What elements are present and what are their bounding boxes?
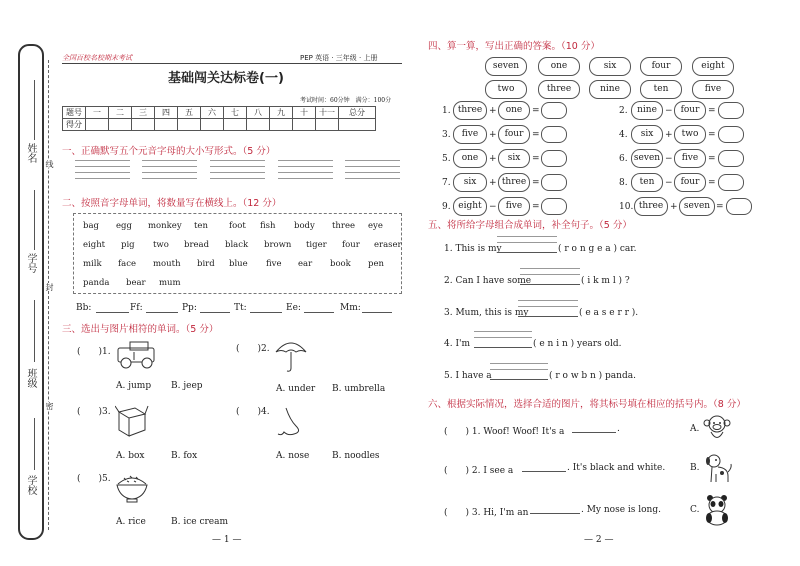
section-1-title: 一、正确默写五个元音字母的大小写形式。（5 分）	[62, 146, 276, 157]
score-input[interactable]	[316, 119, 339, 131]
score-input[interactable]	[155, 119, 178, 131]
section-2-title: 二、按照音字母单词，将数量写在横线上。（12 分）	[62, 198, 282, 209]
jeep-picture	[114, 340, 160, 370]
score-input[interactable]	[224, 119, 247, 131]
section-3-title: 三、选出与图片相符的单词。（5 分）	[62, 324, 219, 335]
seal-xian: 线	[45, 160, 54, 168]
item-paren[interactable]: ( )1.	[77, 347, 111, 357]
question-text[interactable]: ( ) 2. I see a	[444, 466, 514, 476]
blank-label: Bb:	[76, 303, 92, 313]
score-input[interactable]	[109, 119, 132, 131]
score-cell: 三	[132, 107, 155, 119]
class-line	[34, 300, 35, 362]
name-label: 姓名	[25, 143, 36, 163]
problem-number: 1.	[442, 106, 451, 116]
bank-word: eight	[692, 57, 734, 76]
score-cell: 六	[201, 107, 224, 119]
operator: −	[489, 202, 497, 212]
writing-line[interactable]	[520, 274, 580, 275]
sentence-end: ( i k m l ) ?	[581, 276, 630, 286]
score-input[interactable]	[132, 119, 155, 131]
equals: =	[716, 202, 724, 212]
word: bear	[126, 278, 146, 288]
blank-label: Pp:	[182, 303, 197, 313]
binding-line	[48, 60, 49, 530]
score-input[interactable]	[293, 119, 316, 131]
blank-line[interactable]	[250, 312, 282, 313]
writing-line[interactable]	[520, 268, 580, 269]
operand: nine	[631, 101, 663, 120]
answer-blank[interactable]	[522, 471, 566, 472]
word: ten	[194, 221, 208, 231]
operand: seven	[679, 197, 715, 216]
option-b: B. noodles	[332, 451, 380, 461]
sentence-end: ( r o w b n ) panda.	[549, 371, 636, 381]
word: bag	[83, 221, 99, 231]
score-input[interactable]	[247, 119, 270, 131]
section-4-title: 四、算一算，写出正确的答案。（10 分）	[428, 41, 600, 52]
answer-cloud[interactable]	[726, 198, 752, 215]
sentence-end: ( e a s e r r ).	[579, 308, 639, 318]
score-input[interactable]	[86, 119, 109, 131]
bank-word: ten	[640, 80, 682, 99]
score-input[interactable]	[270, 119, 293, 131]
option-a: A. box	[116, 451, 145, 461]
score-input[interactable]	[339, 119, 376, 131]
nose-picture	[276, 406, 308, 440]
operand: two	[674, 125, 706, 144]
blank-label: Ee:	[286, 303, 301, 313]
answer-blank[interactable]	[520, 284, 580, 285]
equals: =	[532, 202, 540, 212]
equals: =	[532, 106, 540, 116]
word: monkey	[148, 221, 182, 231]
answer-blank[interactable]	[518, 316, 578, 317]
item-paren[interactable]: ( )2.	[236, 344, 270, 354]
operand: six	[453, 173, 487, 192]
operand: six	[498, 149, 530, 168]
blank-label: Tt:	[234, 303, 247, 313]
writing-line[interactable]	[490, 369, 548, 370]
option-b: B. ice cream	[171, 517, 229, 527]
word: eraser	[374, 240, 402, 250]
operand: one	[498, 101, 530, 120]
header-rule	[62, 63, 402, 64]
writing-line[interactable]	[490, 363, 548, 364]
word: egg	[116, 221, 132, 231]
monkey-picture	[702, 413, 732, 443]
seal-feng: 封	[45, 283, 54, 291]
operand: six	[631, 125, 663, 144]
word: milk	[83, 259, 102, 269]
score-cell: 十一	[316, 107, 339, 119]
problem-number: 5.	[442, 154, 451, 164]
operand: four	[674, 101, 706, 120]
section-6-title: 六、根据实际情况，选择合适的图片，将其标号填在相应的括号内。（8 分）	[428, 399, 746, 410]
operand: eight	[453, 197, 487, 216]
sentence-start: 1. This is my	[444, 244, 502, 254]
blank-line[interactable]	[96, 312, 129, 313]
option-a: A. rice	[116, 517, 146, 527]
answer-cloud[interactable]	[718, 102, 744, 119]
sentence-start: 5. I have a	[444, 371, 492, 381]
operand: four	[498, 125, 530, 144]
score-cell: 十	[293, 107, 316, 119]
operator: +	[665, 130, 673, 140]
operator: −	[665, 106, 673, 116]
word: pen	[368, 259, 384, 269]
word: brown	[264, 240, 292, 250]
operator: +	[489, 178, 497, 188]
school-label: 学校	[25, 475, 36, 495]
word: foot	[229, 221, 246, 231]
operand: three	[634, 197, 668, 216]
word: body	[294, 221, 315, 231]
answer-blank[interactable]	[530, 513, 580, 514]
operator: −	[665, 154, 673, 164]
operand: three	[498, 173, 530, 192]
operator: +	[489, 130, 497, 140]
id-label: 学号	[25, 253, 36, 273]
problem-number: 3.	[442, 130, 451, 140]
problem-number: 4.	[619, 130, 628, 140]
option-label: A.	[690, 424, 700, 434]
sentence-start: 3. Mum, this is my	[444, 308, 529, 318]
bank-word: six	[589, 57, 631, 76]
answer-cloud[interactable]	[541, 126, 567, 143]
blank-line[interactable]	[200, 312, 230, 313]
answer-blank[interactable]	[490, 379, 548, 380]
score-cell: 八	[247, 107, 270, 119]
score-cell: 题号	[63, 107, 86, 119]
writing-line[interactable]	[474, 331, 532, 332]
answer-cloud[interactable]	[718, 174, 744, 191]
operator: +	[489, 154, 497, 164]
bank-word: two	[485, 80, 527, 99]
word: four	[342, 240, 360, 250]
word: three	[332, 221, 356, 231]
sentence-start: 4. I'm	[444, 339, 471, 349]
score-cell: 得分	[63, 119, 86, 131]
seal-mi: 密	[45, 402, 54, 410]
rice-picture	[114, 470, 150, 504]
operator: −	[665, 178, 673, 188]
sentence-end: ( e n i n ) years old.	[533, 339, 622, 349]
word: panda	[83, 278, 110, 288]
word: tiger	[306, 240, 327, 250]
bank-word: four	[640, 57, 682, 76]
option-b: B. fox	[171, 451, 198, 461]
score-cell: 总分	[339, 107, 376, 119]
equals: =	[708, 154, 716, 164]
score-cell: 一	[86, 107, 109, 119]
box-picture	[115, 402, 149, 438]
score-cell: 四	[155, 107, 178, 119]
word: mouth	[153, 259, 181, 269]
word: bread	[184, 240, 210, 250]
bank-word: seven	[485, 57, 527, 76]
equals: =	[708, 178, 716, 188]
word: face	[118, 259, 137, 269]
id-line	[34, 190, 35, 250]
score-cell: 五	[178, 107, 201, 119]
blank-line[interactable]	[146, 312, 178, 313]
option-b: B. jeep	[171, 381, 203, 391]
blank-line[interactable]	[362, 312, 392, 313]
page-number-2: — 2 —	[584, 535, 614, 545]
equals: =	[532, 130, 540, 140]
word: five	[266, 259, 282, 269]
operand: five	[453, 125, 487, 144]
answer-blank[interactable]	[572, 432, 616, 433]
dog-picture	[702, 452, 734, 486]
word: blue	[229, 259, 248, 269]
writing-line[interactable]	[518, 306, 578, 307]
binding-border	[18, 44, 44, 540]
blank-line[interactable]	[304, 312, 334, 313]
option-a: A. jump	[116, 381, 152, 391]
sentence-start: 2. Can I have some	[444, 276, 532, 286]
section-5-title: 五、将所给字母组合成单词，补全句子。（5 分）	[428, 220, 632, 231]
score-input[interactable]	[178, 119, 201, 131]
word: bird	[197, 259, 215, 269]
writing-line[interactable]	[518, 300, 578, 301]
answer-cloud[interactable]	[541, 150, 567, 167]
option-label: C.	[690, 505, 700, 515]
option-a: A. under	[276, 384, 316, 394]
writing-line[interactable]	[474, 337, 532, 338]
grade-info: PEP 英语 · 三年级 · 上册	[300, 54, 378, 62]
option-b: B. umbrella	[332, 384, 386, 394]
equals: =	[532, 154, 540, 164]
bank-word: three	[538, 80, 580, 99]
page-number-1: — 1 —	[212, 535, 242, 545]
sentence-end: ( r o n g e a ) car.	[558, 244, 637, 254]
equals: =	[708, 106, 716, 116]
word: mum	[159, 278, 181, 288]
exam-info: 考试时间：60分钟 满分：100分	[300, 97, 392, 104]
answer-cloud[interactable]	[541, 198, 567, 215]
answer-blank[interactable]	[474, 347, 532, 348]
series-name: 全国百校名校期末考试	[62, 54, 132, 62]
operand: five	[674, 149, 706, 168]
problem-number: 9.	[442, 202, 451, 212]
score-table	[62, 106, 376, 131]
item-paren[interactable]: ( )5.	[77, 474, 111, 484]
answer-blank[interactable]	[497, 252, 557, 253]
answer-cloud[interactable]	[541, 174, 567, 191]
score-cell: 九	[270, 107, 293, 119]
word: fish	[260, 221, 276, 231]
operand: five	[498, 197, 530, 216]
item-paren[interactable]: ( )3.	[77, 407, 111, 417]
question-text[interactable]: ( ) 3. Hi, I'm an	[444, 508, 529, 518]
item-paren[interactable]: ( )4.	[236, 407, 270, 417]
question-end: . My nose is long.	[581, 505, 661, 515]
score-cell: 二	[109, 107, 132, 119]
question-end: .	[617, 424, 620, 434]
question-text[interactable]: ( ) 1. Woof! Woof! It's a	[444, 427, 565, 437]
score-input[interactable]	[201, 119, 224, 131]
name-line	[34, 80, 35, 140]
answer-cloud[interactable]	[541, 102, 567, 119]
blank-label: Ff:	[130, 303, 143, 313]
question-end: . It's black and white.	[567, 463, 666, 473]
option-label: B.	[690, 463, 700, 473]
panda-picture	[702, 494, 732, 526]
score-header-row	[63, 107, 376, 119]
equals: =	[532, 178, 540, 188]
operator: +	[489, 106, 497, 116]
operand: three	[453, 101, 487, 120]
problem-number: 2.	[619, 106, 628, 116]
writing-line[interactable]	[497, 236, 557, 237]
answer-cloud[interactable]	[718, 150, 744, 167]
score-value-row	[63, 119, 376, 131]
answer-cloud[interactable]	[718, 126, 744, 143]
bank-word: five	[692, 80, 734, 99]
problem-number: 10.	[619, 202, 634, 212]
operand: seven	[631, 149, 663, 168]
score-cell: 七	[224, 107, 247, 119]
operand: four	[674, 173, 706, 192]
bank-word: one	[538, 57, 580, 76]
word: book	[330, 259, 351, 269]
word: pig	[121, 240, 135, 250]
bank-word: nine	[589, 80, 631, 99]
operand: one	[453, 149, 487, 168]
problem-number: 6.	[619, 154, 628, 164]
word: eight	[83, 240, 106, 250]
umbrella-picture	[274, 338, 308, 374]
school-line	[34, 418, 35, 470]
class-label: 班级	[25, 368, 36, 388]
problem-number: 8.	[619, 178, 628, 188]
writing-line[interactable]	[497, 242, 557, 243]
equals: =	[708, 130, 716, 140]
blank-label: Mm:	[340, 303, 361, 313]
word: ear	[298, 259, 313, 269]
word: two	[153, 240, 169, 250]
word: eye	[368, 221, 383, 231]
page-title: 基础闯关达标卷(一)	[168, 71, 284, 86]
problem-number: 7.	[442, 178, 451, 188]
option-a: A. nose	[276, 451, 310, 461]
operand: ten	[631, 173, 663, 192]
word: black	[225, 240, 249, 250]
operator: +	[670, 202, 678, 212]
